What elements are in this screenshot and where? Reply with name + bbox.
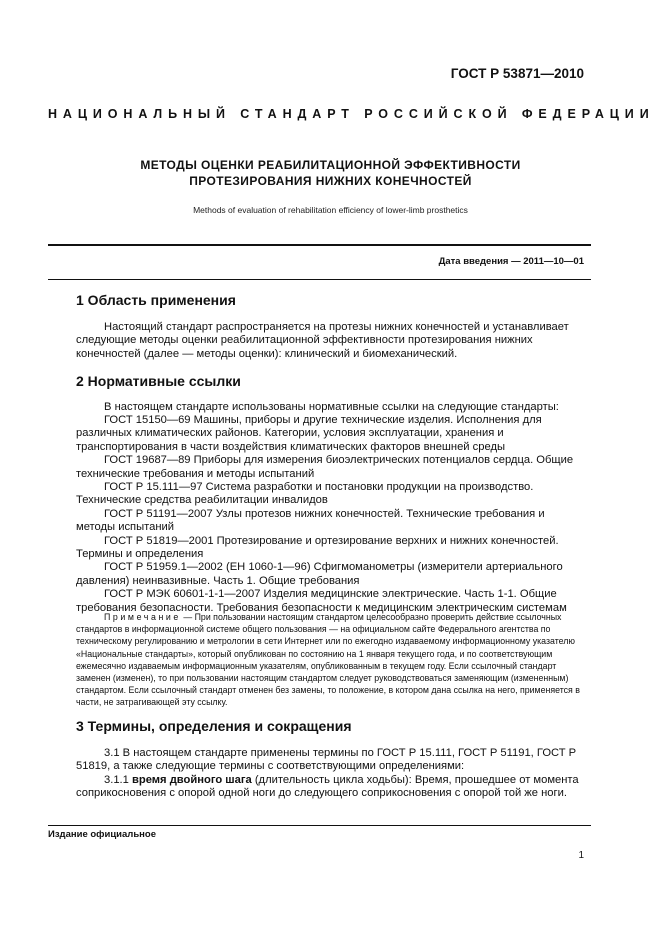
reference-item: ГОСТ Р 51819—2001 Протезирование и ортезирование верхних и нижних конечностей. Термины и определения [76,534,559,561]
clause-3-1-1 [76,774,586,801]
reference-item: ГОСТ Р МЭК 60601-1-1—2007 Изделия медицинские электрические. Часть 1-1. Общие требования безопасности. Требования безопасности к медицинским электрическим системам [76,588,567,614]
title-line-1: МЕТОДЫ ОЦЕНКИ РЕАБИЛИТАЦИОННОЙ ЭФФЕКТИВНОСТИ [140,158,521,172]
section-1-text: Настоящий стандарт распространяется на протезы нижних конечностей и устанавливает следующие методы оценки реабилитационной эффективности протезирования нижних конечностей (далее — методы оценки): клинический и биомеханический. [76,321,569,360]
reference-item: ГОСТ 19687—89 Приборы для измерения биоэлектрических потенциалов сердца. Общие технические требования и методы испытаний [76,454,574,480]
introduction-date: Дата введения — 2011—10—01 [438,256,584,267]
note-label: Примечание [104,612,181,622]
title-english: Methods of evaluation of rehabilitation efficiency of lower-limb prosthetics [193,205,468,215]
clause-3-1: 3.1 В настоящем стандарте применены термины по ГОСТ Р 15.111, ГОСТ Р 51191, ГОСТ Р 51819, а также следующие термины с соответствующими определениями: [76,747,577,773]
reference-item: ГОСТ Р 15.111—97 Система разработки и постановки продукции на производство. Технические средства реабилитации инвалидов [76,481,534,507]
section-3-heading: 3 Термины, определения и сокращения [76,718,352,734]
reference-item: ГОСТ Р 51959.1—2002 (ЕН 1060-1—96) Сфигмоманометры (измерители артериального давления) неинвазивные. Часть 1. Общие требования [76,561,563,587]
footer-divider [48,825,591,826]
page-number: 1 [578,850,584,861]
section-2-heading: 2 Нормативные ссылки [76,373,241,389]
section-2-note [76,611,586,709]
date-divider [48,279,591,280]
reference-item: ГОСТ 15150—69 Машины, приборы и другие технические изделия. Исполнения для различных климатических районов. Категории, условия эксплуатации, хранения и транспортирования в части воздействия климатических факторов внешней среды [76,414,542,453]
normative-references-list [76,414,586,615]
clause-3-1-1-definition: (длительность цикла ходьбы): Время, прошедшее от момента соприкосновения с опорой одной ноги до следующего соприкосновения с опорой той же ноги. [76,774,579,800]
note-text: — При пользовании настоящим стандартом целесообразно проверить действие ссылочных стандартов в информационной системе общего пользования — на официальном сайте Федерального агентства по техническому регулированию и метрологии в сети Интернет или по ежегодно издаваемому информационному указателю «Национальные стандарты», который опубликован по состоянию на 1 января текущего года, и по соответствующим ежемесячно издаваемым информационным указателям, опубликованным в текущем году. Если ссылочный стандарт заменен (изменен), то при пользовании настоящим стандартом следует руководствоваться заменяющим (измененным) стандартом. Если ссылочный стандарт отменен без замены, то положение, в котором дана ссылка на него, применяется в части, не затрагивающей эту ссылку. [76,612,580,708]
section-1-heading: 1 Область применения [76,292,236,308]
official-edition-label: Издание официальное [48,829,156,840]
title-line-2: ПРОТЕЗИРОВАНИЯ НИЖНИХ КОНЕЧНОСТЕЙ [189,174,472,188]
document-number: ГОСТ Р 53871—2010 [450,66,584,81]
section-2-intro: В настоящем стандарте использованы нормативные ссылки на следующие стандарты: [104,401,559,413]
term-double-step-time: время двойного шага [132,774,252,786]
national-standard-banner: НАЦИОНАЛЬНЫЙ СТАНДАРТ РОССИЙСКОЙ ФЕДЕРАЦИИ [48,107,655,121]
document-title [80,157,581,189]
top-divider [48,244,591,246]
reference-item: ГОСТ Р 51191—2007 Узлы протезов нижних конечностей. Технические требования и методы испытаний [76,507,545,534]
clause-3-1-1-number: 3.1.1 [104,774,132,786]
